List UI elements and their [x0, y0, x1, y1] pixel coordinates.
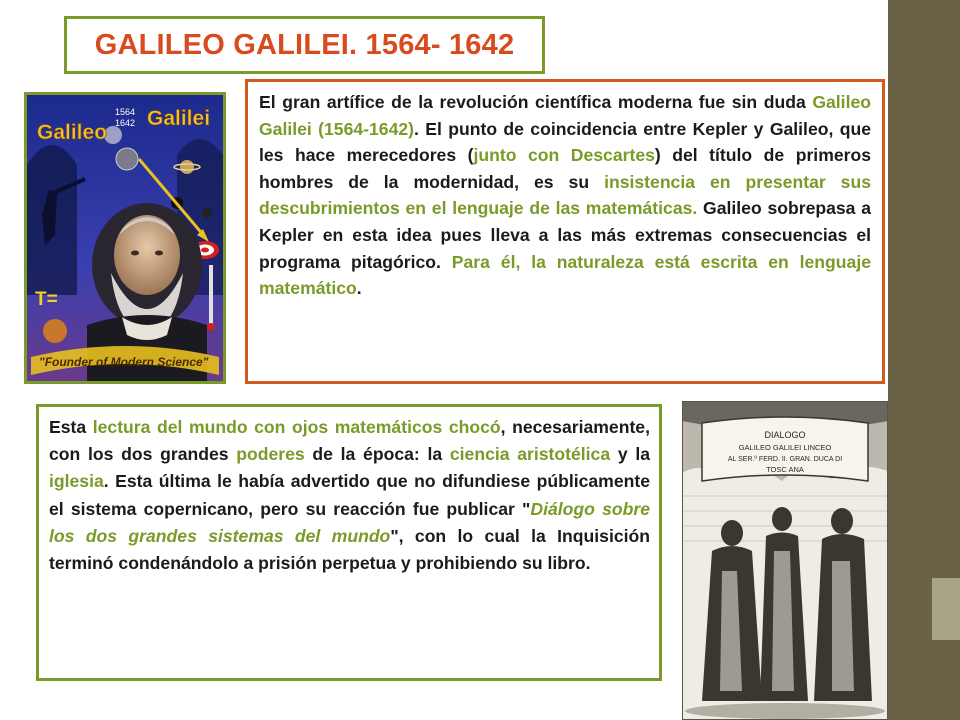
- engraving-illustration: [682, 401, 888, 720]
- poster-heading-left: Galileo: [37, 121, 108, 144]
- text-segment: Galileo Galilei (1564-1642): [259, 92, 871, 139]
- text-segment: ": [390, 525, 399, 546]
- text-segment: de la época: la: [304, 444, 450, 465]
- intro-paragraph: [245, 79, 885, 384]
- text-segment: insistencia en presentar sus descubrimientos en el lenguaje de las matemáticas.: [259, 171, 871, 219]
- engraving-banner-line2: GALILEO GALILEI LINCEO: [738, 443, 832, 452]
- dialogo-frontispiece-image: [682, 401, 888, 720]
- poster-heading-right: Galilei: [147, 107, 211, 130]
- text-segment: Esta: [49, 417, 93, 437]
- poster-year-end: 1642: [115, 118, 136, 128]
- conflict-paragraph: [36, 404, 662, 681]
- text-segment: , necesariamente, con los dos grandes: [49, 417, 650, 465]
- poster-banner: "Founder of Modern Science": [39, 355, 209, 369]
- text-segment: Galileo sobrepasa a Kepler en esta idea pues lleva a las más extremas consecuencias el programa pitagórico.: [259, 198, 871, 272]
- galileo-poster-image: [24, 92, 226, 384]
- poster-year-start: 1564: [115, 107, 136, 117]
- slide-title: GALILEO GALILEI. 1564- 1642: [94, 28, 515, 61]
- text-segment: ciencia aristotélica: [449, 444, 611, 465]
- text-segment: . Esta última le había advertido que no difundiese públicamente el sistema copernicano, pero su reacción fue publicar: [49, 471, 650, 519]
- poster-formula: T=: [35, 289, 58, 310]
- text-segment: ": [522, 498, 531, 519]
- title-box: [64, 16, 545, 74]
- engraving-banner-line4: TOSC ANA: [766, 465, 804, 474]
- poster-illustration: [27, 95, 223, 381]
- text-segment: lectura del mundo con ojos matemáticos chocó: [92, 417, 501, 437]
- text-segment: y la: [610, 444, 651, 465]
- text-segment: iglesia: [49, 471, 104, 492]
- text-segment: El gran artífice de la revolución científica moderna fue sin duda: [259, 92, 813, 112]
- text-segment: ) del título de primeros hombres de la modernidad, es su: [259, 145, 872, 192]
- text-segment: junto con Descartes: [473, 145, 655, 166]
- text-segment: . El punto de coincidencia entre Kepler y Galileo, que les hace merecedores (: [259, 118, 871, 166]
- engraving-banner-line1: DIALOGO: [764, 430, 806, 440]
- text-segment: .: [356, 278, 362, 299]
- text-segment: Diálogo sobre los dos grandes sistemas del mundo: [49, 498, 650, 546]
- engraving-banner-line3: AL SER.º FERD. II. GRAN. DUCA DI: [727, 456, 843, 463]
- slide-sidebar-accent: [932, 578, 960, 640]
- text-segment: , con lo cual la Inquisición terminó condenándolo a prisión perpetua y prohibiendo su libro.: [49, 525, 650, 574]
- text-segment: Para él, la naturaleza está escrita en lenguaje matemático: [259, 251, 871, 299]
- text-segment: poderes: [236, 444, 305, 465]
